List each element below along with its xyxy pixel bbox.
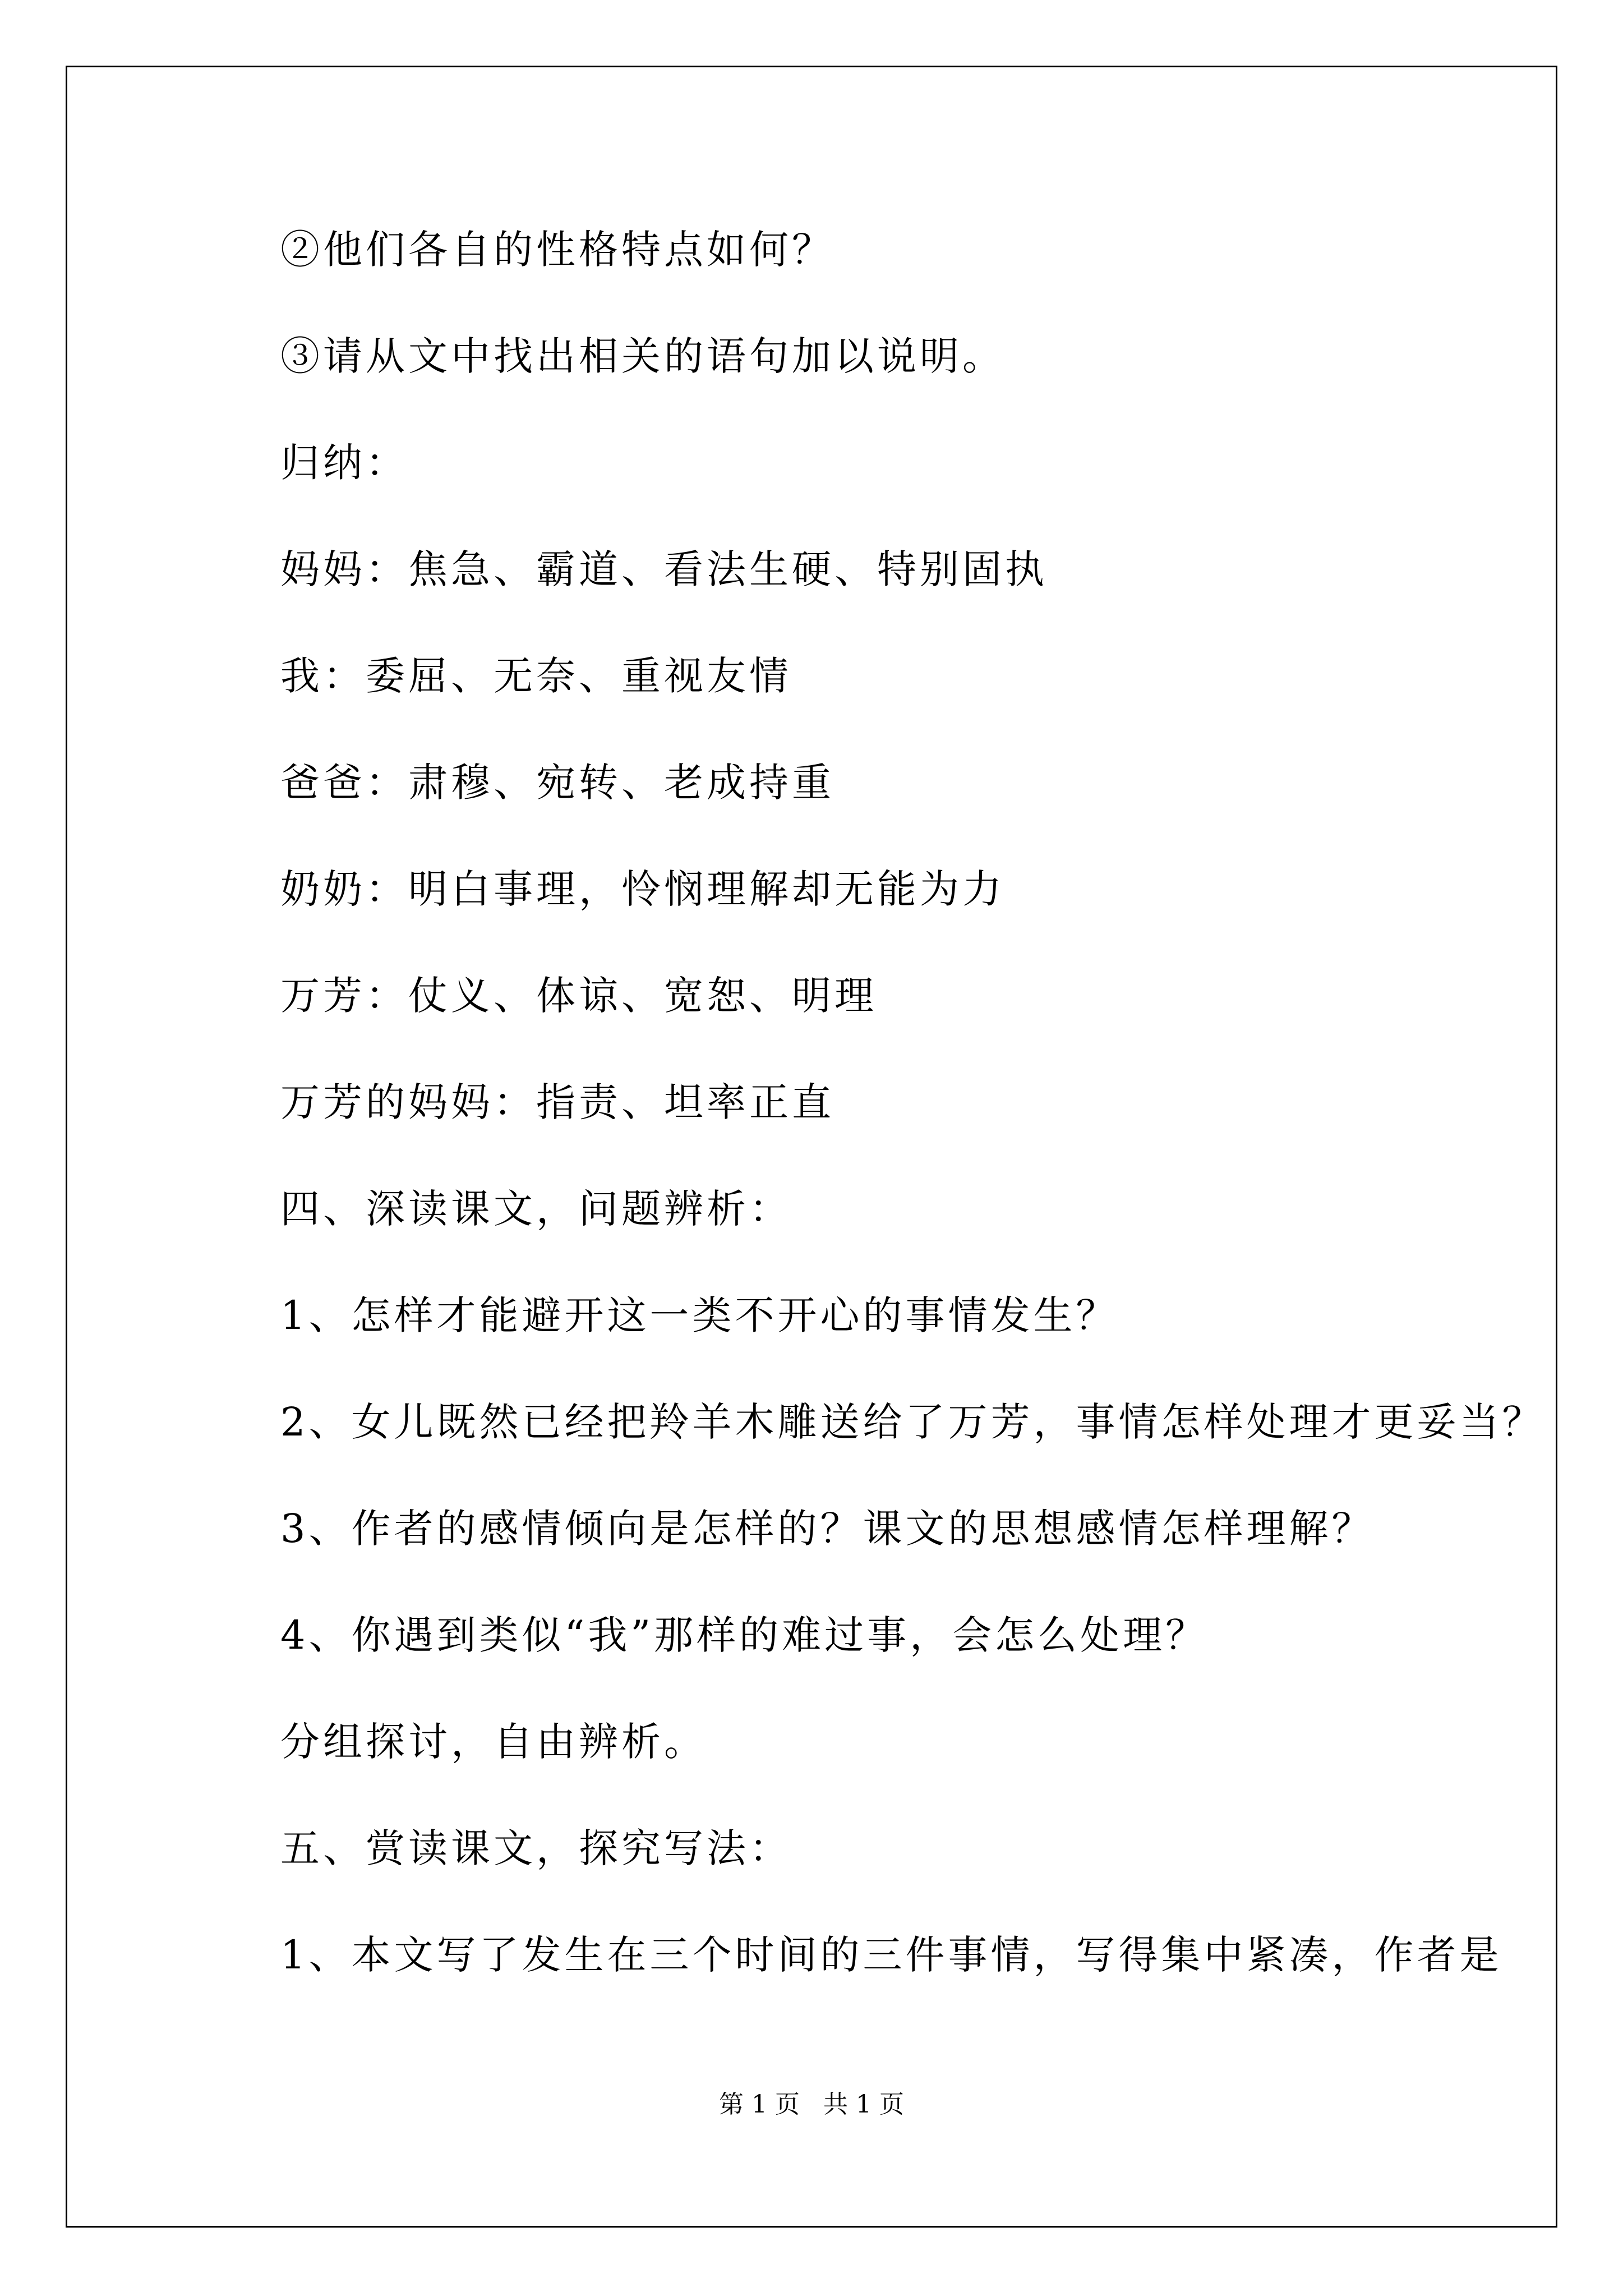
page-total: 共 1 页 — [823, 2090, 904, 2119]
page-number: 第 1 页 — [719, 2090, 800, 2119]
section-heading: 四、深读课文，问题辨析： — [280, 1186, 792, 1232]
text-line: 爸爸：肃穆、宛转、老成持重 — [280, 760, 834, 806]
text-line: 万芳：仗义、体谅、宽恕、明理 — [280, 973, 877, 1019]
text-line: 归纳： — [280, 440, 408, 486]
text-line: 万芳的妈妈：指责、坦率正直 — [280, 1079, 834, 1125]
question-line: 1、怎样才能避开这一类不开心的事情发生？ — [280, 1292, 1119, 1338]
text-line: ③请从文中找出相关的语句加以说明。 — [280, 333, 1005, 379]
question-line: 3、作者的感情倾向是怎样的？课文的思想感情怎样理解？ — [280, 1506, 1375, 1552]
text-line: 分组探讨，自由辨析。 — [280, 1719, 707, 1765]
page-footer — [0, 2092, 1623, 2117]
question-line: 1、本文写了发生在三个时间的三件事情，写得集中紧凑，作者是 — [280, 1932, 1502, 1978]
text-line: 奶奶：明白事理，怜悯理解却无能为力 — [280, 866, 1005, 912]
question-line: 4、你遇到类似“我”那样的难过事，会怎么处理？ — [280, 1612, 1209, 1658]
page-border — [66, 66, 1557, 2228]
question-line: 2、女儿既然已经把羚羊木雕送给了万芳，事情怎样处理才更妥当？ — [280, 1399, 1545, 1445]
text-line: 妈妈：焦急、霸道、看法生硬、特别固执 — [280, 546, 1048, 592]
text-line: 我：委屈、无奈、重视友情 — [280, 653, 792, 699]
section-heading: 五、赏读课文，探究写法： — [280, 1825, 792, 1871]
text-line: ②他们各自的性格特点如何？ — [280, 227, 834, 273]
